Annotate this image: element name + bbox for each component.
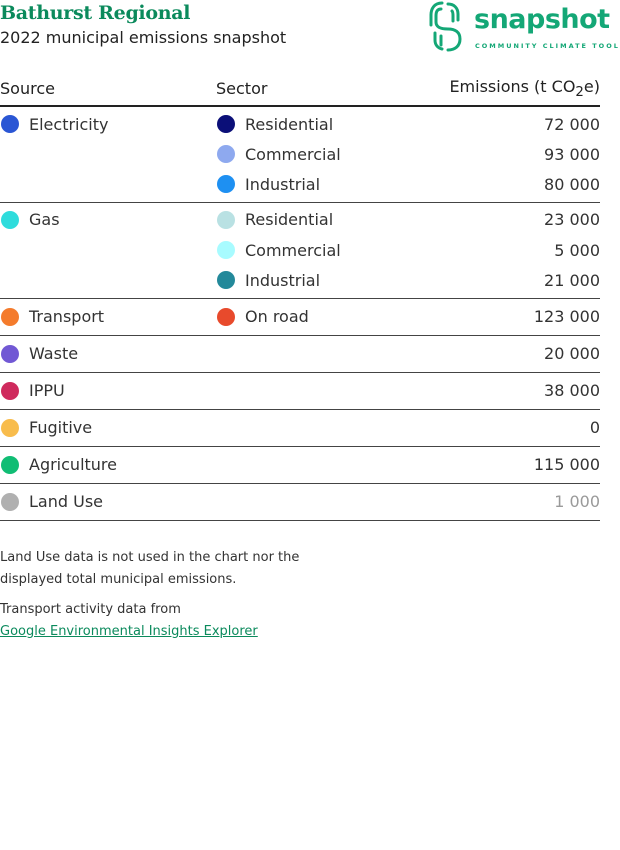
logo-wordmark: snapshot <box>474 4 610 35</box>
industrial-dot-icon <box>217 175 235 193</box>
group-ippu <box>0 372 600 409</box>
source-label: Electricity <box>29 114 109 134</box>
waste-dot-icon <box>1 345 19 363</box>
council-name: Bathurst Regional <box>0 2 191 24</box>
group-land-use <box>0 483 600 520</box>
table-row <box>0 138 600 170</box>
table-row <box>0 266 600 298</box>
emissions-value: 123 000 <box>533 307 600 326</box>
table-row <box>0 234 600 266</box>
emissions-value: 23 000 <box>544 210 600 230</box>
fugitive-dot-icon <box>1 419 19 437</box>
electricity-dot-icon <box>1 115 19 133</box>
table-row <box>0 298 600 335</box>
group-agriculture <box>0 446 600 483</box>
emissions-value: 21 000 <box>544 270 600 290</box>
transport-note <box>0 599 320 643</box>
land-use-note: Land Use data is not used in the chart nor the displayed total municipal emissions. <box>0 550 300 587</box>
emissions-value: 1 000 <box>554 492 600 511</box>
table-row <box>0 409 600 446</box>
header-emissions: Emissions (t $CO_2e$) <box>416 72 600 106</box>
emissions-value: 5 000 <box>554 240 600 260</box>
ippu-dot-icon <box>1 382 19 400</box>
table-row <box>0 106 600 138</box>
sector-label: Commercial <box>245 240 341 260</box>
source-label: Land Use <box>29 492 103 511</box>
snapshot-logo-icon <box>428 0 468 54</box>
group-fugitive <box>0 409 600 446</box>
sector-label: Industrial <box>245 270 321 290</box>
land-use-dot-icon <box>1 493 19 511</box>
transport-dot-icon <box>1 308 19 326</box>
residential-dot-icon <box>217 211 235 229</box>
emissions-value: 20 000 <box>544 344 600 363</box>
transport-note-text: Transport activity data from <box>0 602 181 617</box>
commercial-dot-icon <box>217 145 235 163</box>
gas-dot-icon <box>1 211 19 229</box>
source-label: Fugitive <box>29 418 93 437</box>
page-subtitle: 2022 municipal emissions snapshot <box>0 28 287 47</box>
table-row <box>0 170 600 202</box>
emissions-table <box>0 72 600 521</box>
emissions-value: 80 000 <box>544 174 600 194</box>
table-row <box>0 483 600 520</box>
header <box>0 0 620 72</box>
google-eie-link[interactable]: Google Environmental Insights Explorer <box>0 624 258 639</box>
group-electricity <box>0 106 600 202</box>
emissions-value: 93 000 <box>544 144 600 164</box>
source-label: Agriculture <box>29 455 117 474</box>
residential-dot-icon <box>217 115 235 133</box>
footnotes <box>0 547 320 643</box>
table-row <box>0 202 600 234</box>
table-row <box>0 372 600 409</box>
group-transport <box>0 298 600 335</box>
emissions-value: 38 000 <box>544 381 600 400</box>
industrial-dot-icon <box>217 271 235 289</box>
sector-label: Commercial <box>245 144 341 164</box>
source-label: IPPU <box>29 381 65 400</box>
on-road-dot-icon <box>217 308 235 326</box>
header-sector: Sector <box>216 72 416 106</box>
group-gas <box>0 202 600 298</box>
sector-label: Industrial <box>245 174 321 194</box>
table-header-row <box>0 72 600 106</box>
sector-label: Residential <box>245 114 334 134</box>
source-label: Transport <box>29 307 105 326</box>
emissions-value: 72 000 <box>544 114 600 134</box>
group-waste <box>0 335 600 372</box>
agriculture-dot-icon <box>1 456 19 474</box>
sector-label: On road <box>245 307 309 326</box>
emissions-value: 115 000 <box>533 455 600 474</box>
header-source: Source <box>0 72 216 106</box>
logo-tagline: COMMUNITY CLIMATE TOOL <box>475 42 620 50</box>
sector-label: Residential <box>245 210 334 230</box>
source-label: Gas <box>29 210 60 230</box>
source-label: Waste <box>29 344 79 363</box>
commercial-dot-icon <box>217 241 235 259</box>
snapshot-logo[interactable] <box>428 0 620 54</box>
emissions-value: 0 <box>589 418 600 437</box>
table-row <box>0 446 600 483</box>
table-row <box>0 335 600 372</box>
